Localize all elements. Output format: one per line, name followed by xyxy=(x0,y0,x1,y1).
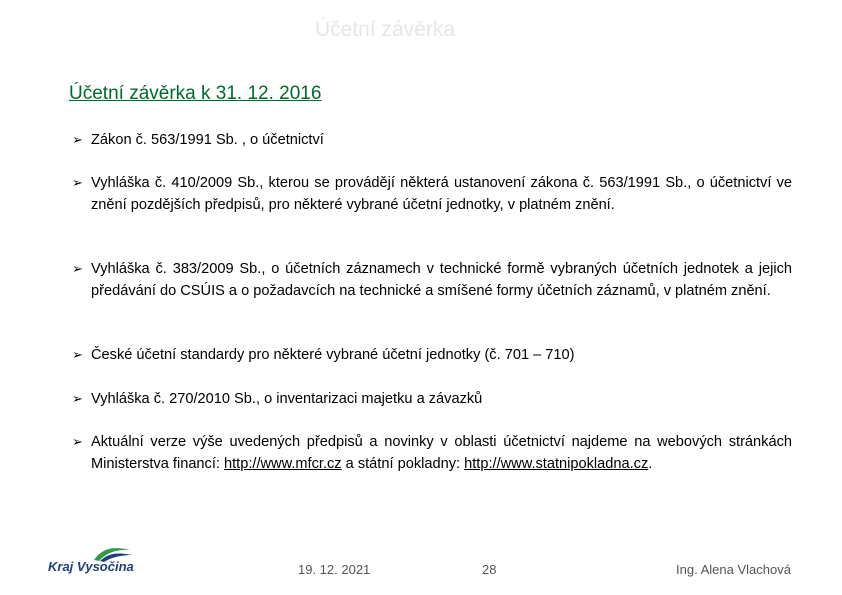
slide-subtitle: Účetní závěrka k 31. 12. 2016 xyxy=(69,83,322,104)
slide-title: Účetní závěrka xyxy=(314,18,456,41)
bullet-item xyxy=(72,259,792,302)
statnipokladna-link[interactable]: http://www.statnipokladna.cz xyxy=(464,455,649,472)
logo-text: Kraj Vysočina xyxy=(48,559,134,574)
arrow-bullet-icon: ➢ xyxy=(72,133,83,148)
arrow-bullet-icon: ➢ xyxy=(72,392,83,407)
bullet-text-after: . xyxy=(648,455,653,472)
bullet-text: Vyhláška č. 383/2009 Sb., o účetních záznamech v technické formě vybraných účetních jednotek a jejich předávání do CSÚIS a o požadavcích na technické a smíšené formy účetních záznamů, v platném znění. xyxy=(91,261,792,299)
bullet-text-middle: a státní pokladny: xyxy=(341,455,465,472)
footer-date: 19. 12. 2021 xyxy=(298,562,371,577)
kraj-vysocina-logo xyxy=(44,544,144,580)
arrow-bullet-icon: ➢ xyxy=(72,262,83,277)
arrow-bullet-icon: ➢ xyxy=(72,348,83,363)
bullet-text: Zákon č. 563/1991 Sb. , o účetnictví xyxy=(91,132,324,148)
bullet-text: Vyhláška č. 270/2010 Sb., o inventarizaci majetku a závazků xyxy=(91,391,483,407)
footer-author: Ing. Alena Vlachová xyxy=(676,562,791,577)
bullet-text xyxy=(91,432,792,475)
arrow-bullet-icon: ➢ xyxy=(72,435,83,450)
bullet-text: Vyhláška č. 410/2009 Sb., kterou se provádějí některá ustanovení zákona č. 563/1991 Sb., o účetnictví ve znění pozdějších předpisů, pro některé vybrané účetní jednotky, v platném znění. xyxy=(91,175,792,213)
bullet-text: České účetní standardy pro některé vybrané účetní jednotky (č. 701 – 710) xyxy=(91,347,575,363)
bullet-item xyxy=(72,130,792,152)
bullet-item xyxy=(72,345,792,367)
page-number: 28 xyxy=(482,562,497,577)
bullet-text-before: Aktuální verze výše uvedených předpisů a novinky v oblasti účetnictví najdeme na webových stránkách Ministerstva financí: xyxy=(91,434,792,472)
bullet-item xyxy=(72,432,792,475)
mfcr-link[interactable]: http://www.mfcr.cz xyxy=(224,455,342,472)
bullet-item xyxy=(72,173,792,216)
arrow-bullet-icon: ➢ xyxy=(72,176,83,191)
bullet-item xyxy=(72,389,792,411)
